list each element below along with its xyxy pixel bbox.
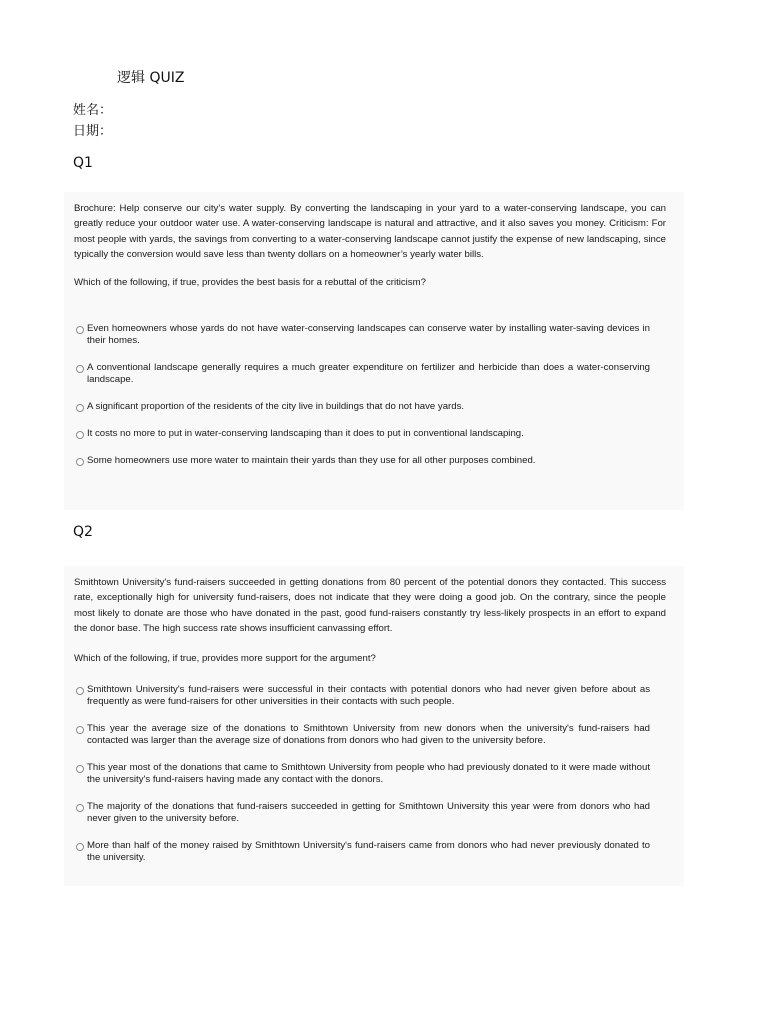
choice-text: Smithtown University's fund-raisers were successful in their contacts with potential donors who had never given before about as frequently as were fund-raisers for other universities in their contacts with such people. [87,684,650,708]
question-2-choice-5[interactable] [76,840,650,865]
question-2-choice-2[interactable] [76,723,650,748]
question-1-choice-2[interactable] [76,362,650,387]
choice-text: More than half of the money raised by Smithtown University's fund-raisers came from donors who had never previously donated to the university. [87,840,650,864]
choice-text: It costs no more to put in water-conserving landscaping than it does to put in conventional landscaping. [87,428,524,439]
quiz-title: 逻辑 QUIZ [117,70,185,86]
question-2-choice-1[interactable] [76,684,650,709]
question-1-choice-5[interactable] [76,455,650,467]
choice-text: Even homeowners whose yards do not have water-conserving landscapes can conserve water by installing water-saving devices in their homes. [87,323,650,347]
question-1-stem: Brochure: Help conserve our city’s water supply. By converting the landscaping in your yard to a water-conserving landscape, you can greatly reduce your outdoor water use. A water-conserving landscape is natural and attractive, and it also saves you money. Criticism: For most people with yards, the savings from converting to a water-conserving landscape cannot justify the expense of new landscaping, since typically the conversion would save less than twenty dollars on a homeowner’s yearly water bills. [74,203,666,260]
choice-text: A significant proportion of the residents of the city live in buildings that do not have yards. [87,401,465,412]
radio-button-icon[interactable] [76,431,84,439]
choice-text: The majority of the donations that fund-raisers succeeded in getting for Smithtown University this year were from donors who had never given to the university before. [87,801,650,825]
radio-button-icon[interactable] [76,458,84,466]
date-label: 日期： [73,124,113,139]
choice-text: A conventional landscape generally requires a much greater expenditure on fertilizer and herbicide than does a water-conserving landscape. [87,362,650,386]
choice-text: This year the average size of the donations to Smithtown University from new donors when the university's fund-raisers had contacted was larger than the average size of donations from donors who had given to the university before. [87,723,650,747]
question-1-panel [64,192,684,510]
question-2-choice-3[interactable] [76,762,650,787]
name-label: 姓名： [73,103,113,118]
question-2-panel [64,566,684,886]
radio-button-icon[interactable] [76,326,84,334]
choice-text: This year most of the donations that came to Smithtown University from people who had previously donated to it were made without the university's fund-raisers having made any contact with the donors. [87,762,650,786]
question-1-choice-1[interactable] [76,323,650,348]
question-2-stem: Smithtown University's fund-raisers succeeded in getting donations from 80 percent of the potential donors they contacted. This success rate, exceptionally high for university fund-raisers, does not indicate that they were doing a good job. On the contrary, since the people most likely to donate are those who have donated in the past, good fund-raisers constantly try less-likely prospects in an effort to expand the donor base. The high success rate shows insufficient canvassing effort. [74,577,666,634]
question-1-heading: Q1 [73,155,93,171]
radio-button-icon[interactable] [76,726,84,734]
radio-button-icon[interactable] [76,404,84,412]
question-1-choice-4[interactable] [76,428,650,440]
question-1-prompt: Which of the following, if true, provides the best basis for a rebuttal of the criticism? [74,277,426,288]
radio-button-icon[interactable] [76,765,84,773]
choice-text: Some homeowners use more water to maintain their yards than they use for all other purposes combined. [87,455,536,466]
radio-button-icon[interactable] [76,843,84,851]
question-1-choice-3[interactable] [76,401,650,413]
question-2-prompt: Which of the following, if true, provides more support for the argument? [74,653,376,664]
radio-button-icon[interactable] [76,365,84,373]
question-2-choice-4[interactable] [76,801,650,826]
radio-button-icon[interactable] [76,687,84,695]
question-2-heading: Q2 [73,524,93,540]
radio-button-icon[interactable] [76,804,84,812]
